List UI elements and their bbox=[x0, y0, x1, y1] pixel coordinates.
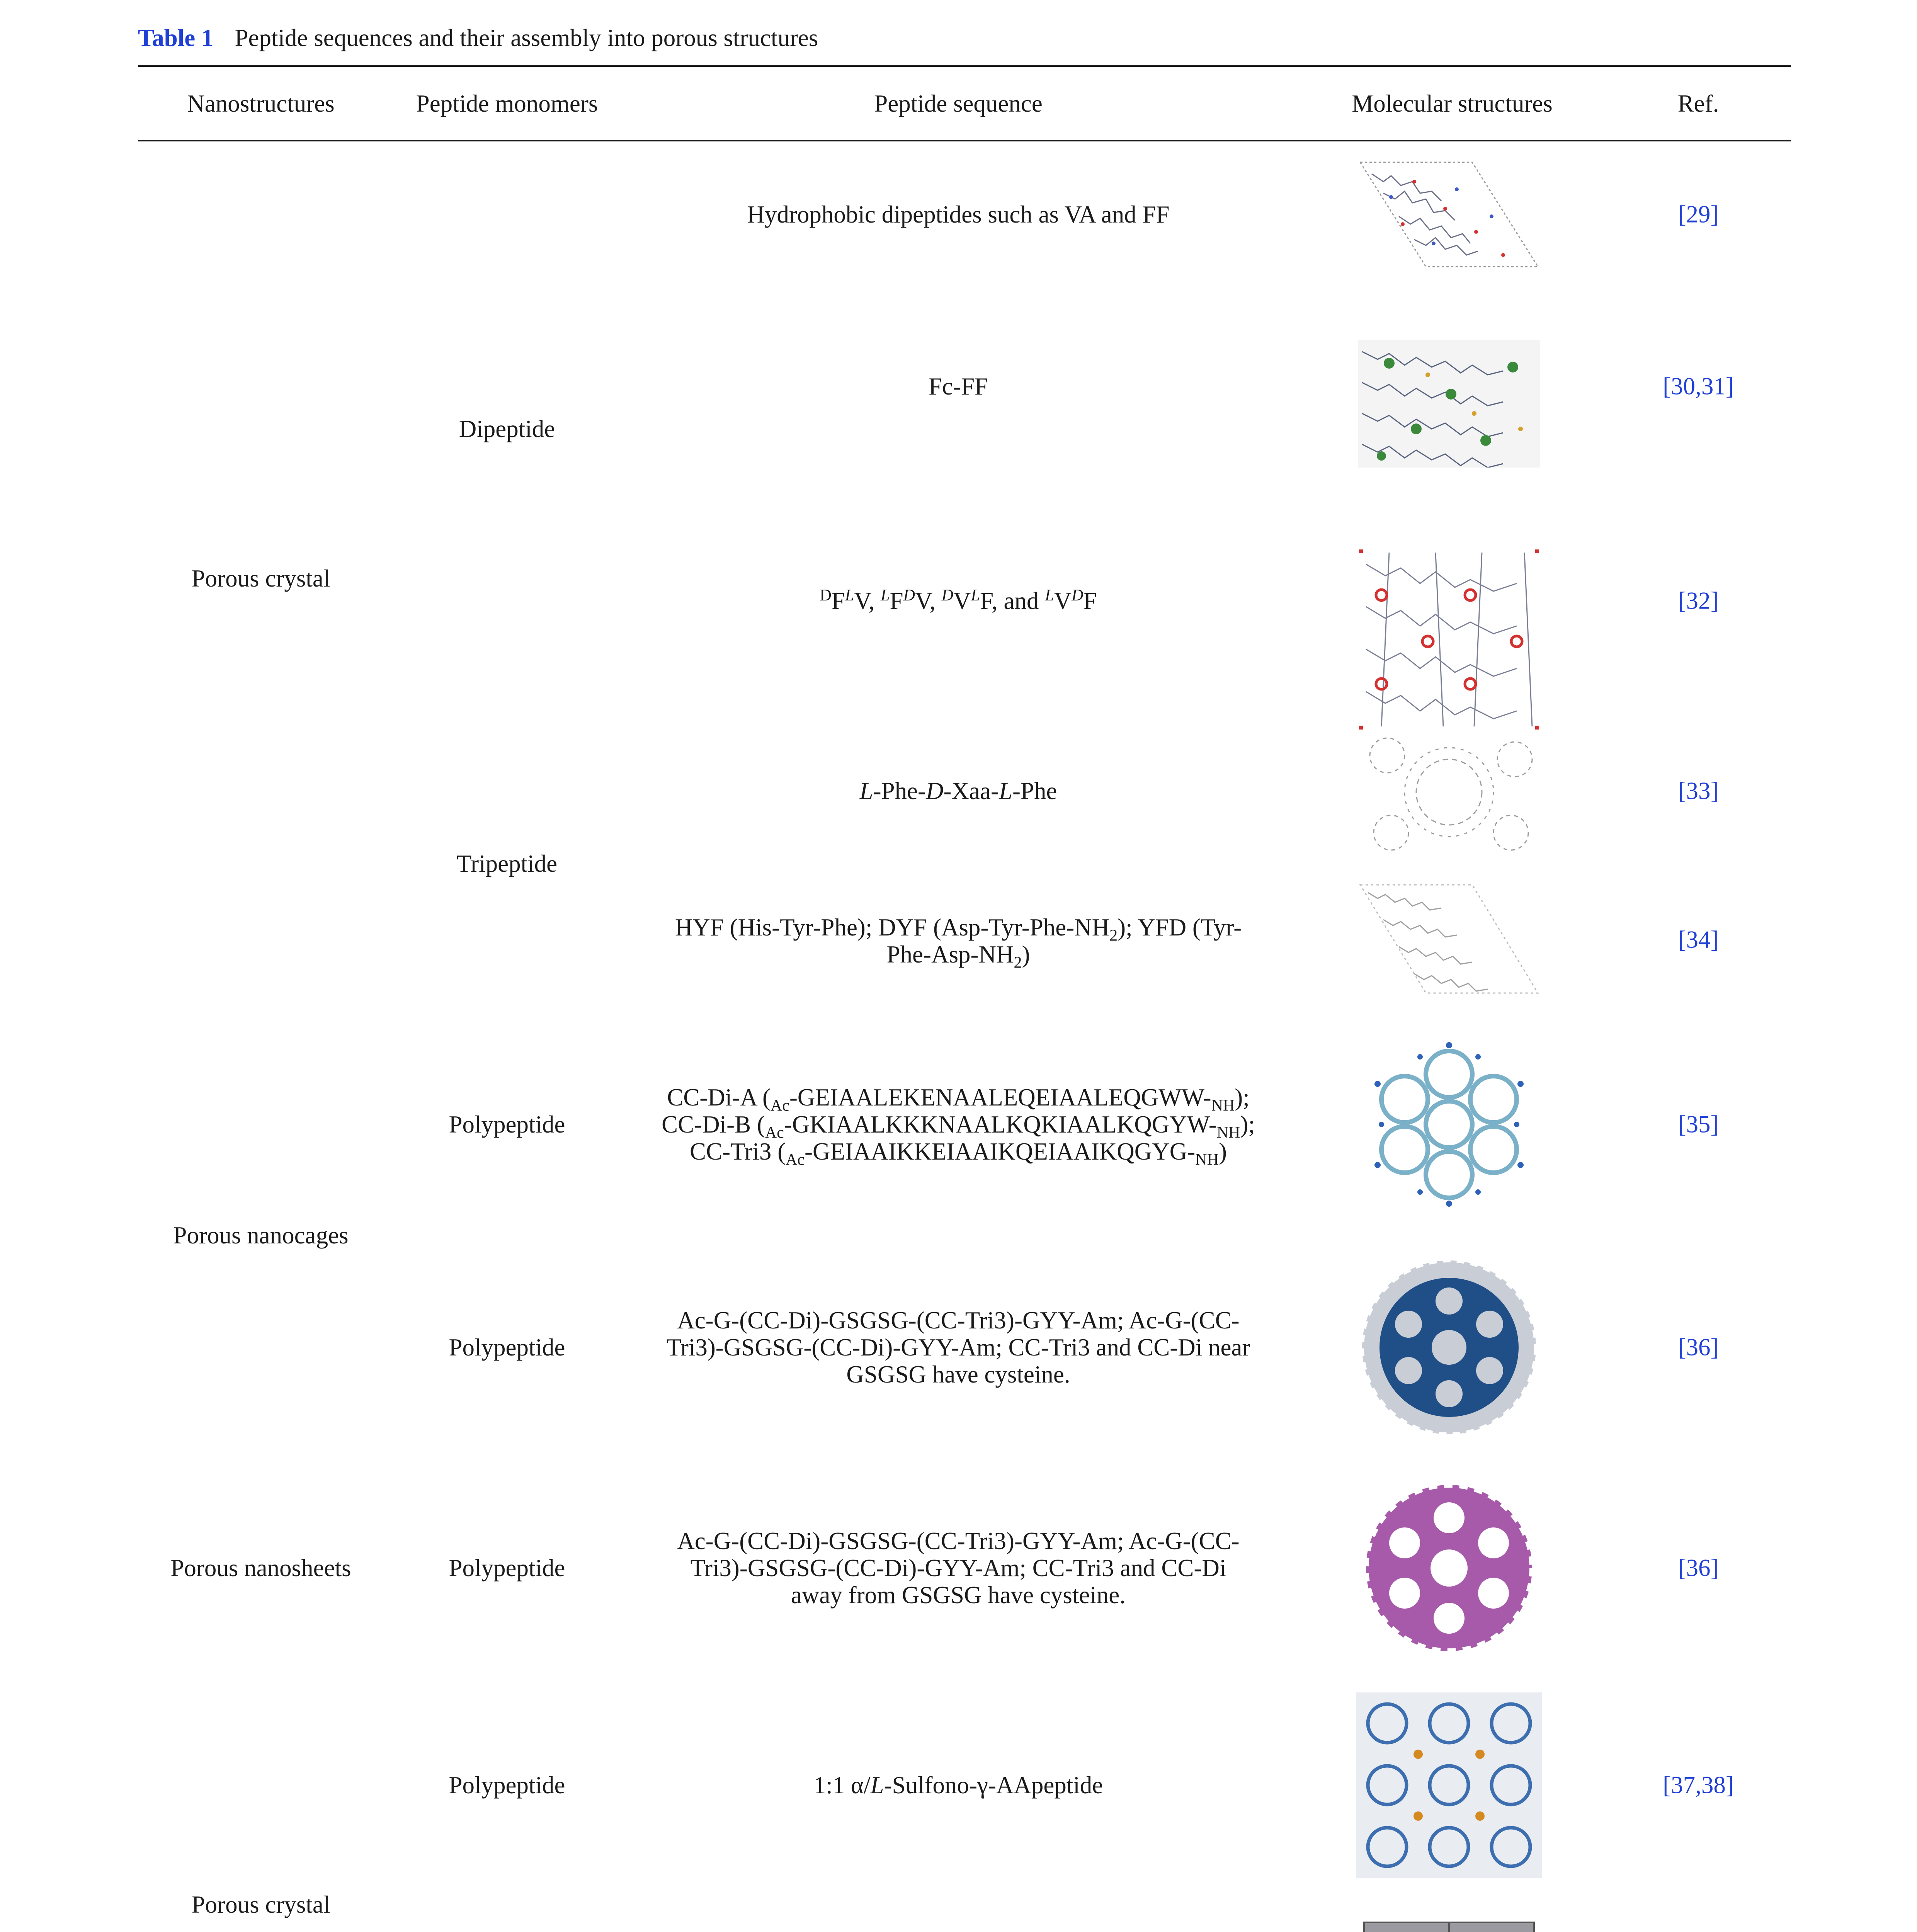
molecular-structure-image bbox=[1356, 158, 1542, 270]
molecular-structure-image bbox=[1356, 1915, 1542, 1932]
monomer-polypeptide: Polypeptide bbox=[449, 1334, 565, 1361]
sequence-row-4: L-Phe-D-Xaa-L-Phe bbox=[859, 777, 1057, 804]
table-label: Table 1 bbox=[138, 24, 214, 51]
sequence-row-9: 1:1 α/L-Sulfono-γ-AApeptide bbox=[813, 1772, 1103, 1799]
ref-link[interactable]: [35] bbox=[1678, 1111, 1719, 1138]
ref-link[interactable]: [34] bbox=[1678, 926, 1719, 953]
ref-link[interactable]: [36] bbox=[1678, 1333, 1719, 1361]
header-peptide-monomers: Peptide monomers bbox=[416, 90, 598, 117]
group-porous-nanocages: Porous nanocages bbox=[173, 1222, 349, 1249]
molecular-structure-image bbox=[1358, 1034, 1540, 1215]
molecular-structure-image bbox=[1358, 340, 1540, 468]
molecular-structure-image bbox=[1356, 732, 1542, 852]
header-peptide-sequence: Peptide sequence bbox=[874, 90, 1043, 117]
molecular-structure-image bbox=[1356, 881, 1542, 997]
table-caption bbox=[138, 24, 818, 52]
ref-link[interactable]: [29] bbox=[1678, 201, 1719, 228]
ref-link[interactable]: [37,38] bbox=[1663, 1771, 1734, 1799]
monomer-dipeptide: Dipeptide bbox=[459, 415, 555, 442]
molecular-structure-image bbox=[1358, 549, 1540, 730]
sequence-row-8: Ac-G-(CC-Di)-GSGSG-(CC-Tri3)-GYY-Am; Ac-G-(CC- Tri3)-GSGSG-(CC-Di)-GYY-Am; CC-Tri3 and CC-Di away from GSGSG have cysteine. bbox=[677, 1527, 1240, 1609]
monomer-polypeptide: Polypeptide bbox=[449, 1554, 565, 1582]
sequence-row-1: Hydrophobic dipeptides such as VA and FF bbox=[747, 201, 1170, 228]
sequence-row-5: HYF (His-Tyr-Phe); DYF $(Asp-Tyr-Phe-NH_2)$; YFD (Tyr- Phe-$Asp-NH_2$) bbox=[675, 914, 1242, 972]
header-rule bbox=[138, 140, 1791, 141]
monomer-tripeptide: Tripeptide bbox=[456, 850, 558, 877]
ref-link[interactable]: [32] bbox=[1678, 587, 1719, 614]
sequence-row-2: Fc-FF bbox=[928, 373, 988, 400]
header-ref: Ref. bbox=[1677, 90, 1719, 117]
group-porous-crystal-2: Porous crystal bbox=[191, 1891, 330, 1918]
ref-link[interactable]: [30,31] bbox=[1663, 372, 1734, 400]
group-porous-nanosheets: Porous nanosheets bbox=[170, 1554, 351, 1582]
sequence-row-6: CC-Di-A $(_{Ac}-GEIAALEKENAALEQEIAALEQGWW-_{NH})$; CC-Di-B $(_{Ac}-GKIAALKKKNAALKQKIAALKQGYW-_{NH})$; CC-Tri3 $(_{Ac}-GEIAAIKKEIAAIKQEIAAIKQGYG-_{NH})$ bbox=[662, 1084, 1255, 1169]
group-porous-crystal: Porous crystal bbox=[191, 565, 330, 592]
sequence-row-3: $^DF^LV$, $^LF^DV$, $^DV^LF$, and $^LV^DF$ bbox=[820, 587, 1097, 614]
monomer-polypeptide: Polypeptide bbox=[449, 1772, 565, 1799]
header-nanostructures: Nanostructures bbox=[187, 90, 335, 117]
monomer-polypeptide: Polypeptide bbox=[449, 1111, 565, 1138]
table-title: Peptide sequences and their assembly into porous structures bbox=[235, 24, 818, 51]
header-molecular-structures: Molecular structures bbox=[1352, 90, 1553, 117]
ref-link[interactable]: [33] bbox=[1678, 777, 1719, 804]
sequence-row-7: Ac-G-(CC-Di)-GSGSG-(CC-Tri3)-GYY-Am; Ac-G-(CC- Tri3)-GSGSG-(CC-Di)-GYY-Am; CC-Tri3 and CC-Di near GSGSG have cysteine. bbox=[666, 1307, 1250, 1388]
molecular-structure-image bbox=[1356, 1475, 1542, 1661]
molecular-structure-image bbox=[1356, 1692, 1542, 1878]
top-rule bbox=[138, 65, 1791, 67]
molecular-structure-image bbox=[1356, 1255, 1542, 1440]
ref-link[interactable]: [36] bbox=[1678, 1554, 1719, 1582]
